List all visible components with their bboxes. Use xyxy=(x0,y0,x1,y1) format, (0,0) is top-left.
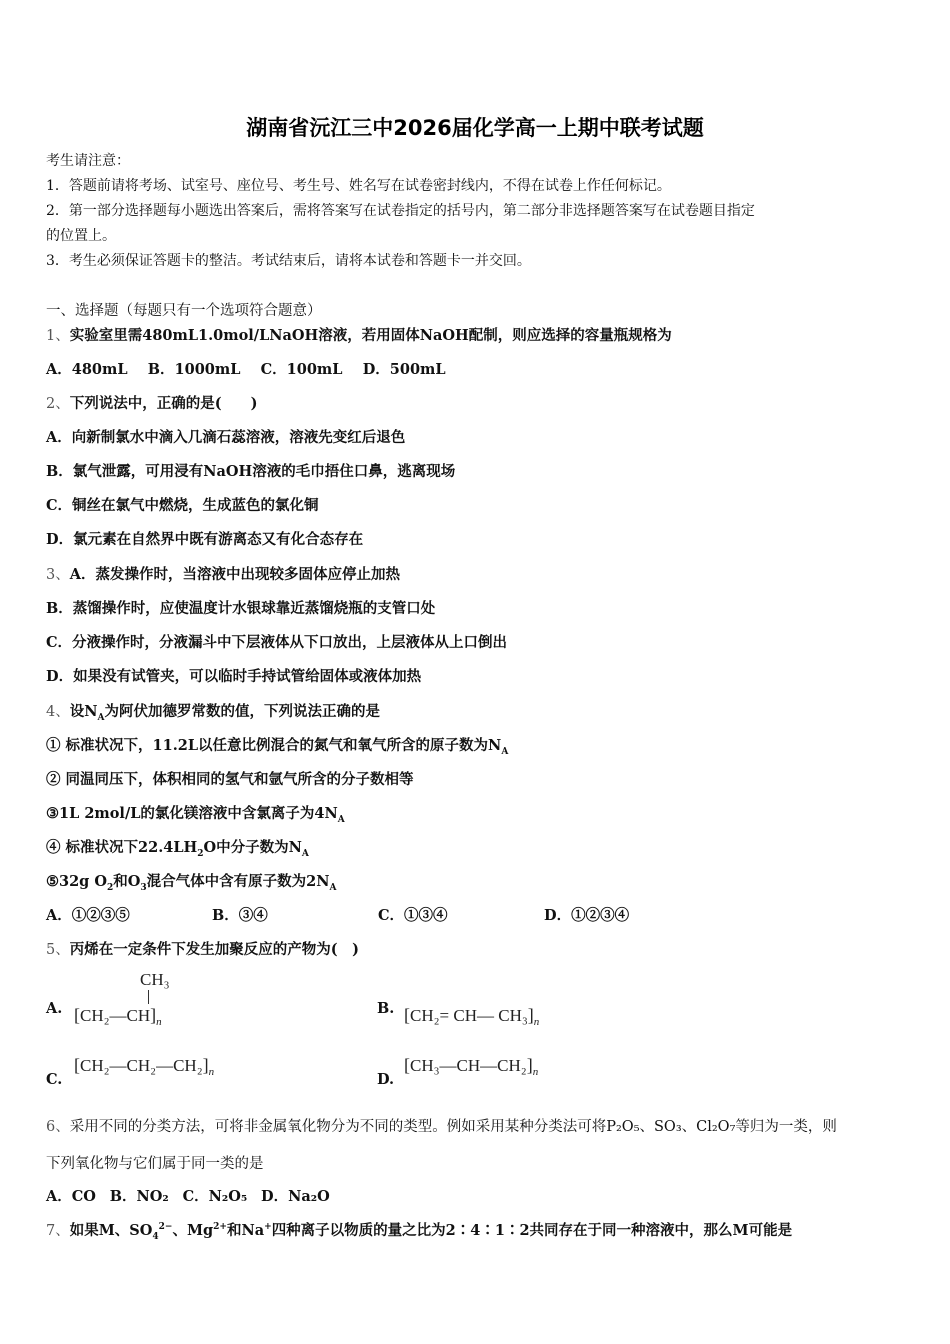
option-c: C．100mL xyxy=(260,361,343,378)
statement-5 xyxy=(46,872,337,892)
stem-text: 设N xyxy=(69,703,98,720)
bracket-left-icon: [ xyxy=(74,1055,80,1075)
bracket-left-icon: [ xyxy=(404,1055,410,1075)
question-number: 5、 xyxy=(46,942,70,958)
question-6-options xyxy=(46,1187,330,1207)
option-b: B．NO₂ xyxy=(109,1188,169,1205)
question-7 xyxy=(46,1221,792,1241)
q3-option-a: A．蒸发操作时，当溶液中出现较多固体应停止加热 xyxy=(69,566,400,583)
formula-text: CH₂—CH xyxy=(80,1006,151,1025)
bond-line xyxy=(148,990,149,1004)
subscript: 2 xyxy=(197,848,204,859)
notice-item-3: 3．考生必须保证答题卡的整洁。考试结束后，请将本试卷和答题卡一并交回。 xyxy=(46,253,531,269)
q5-option-a-label: A. xyxy=(46,1000,63,1017)
q5-option-d-label: D. xyxy=(377,1071,395,1088)
q3-option-c: C．分液操作时，分液漏斗中下层液体从下口放出，上层液体从上口倒出 xyxy=(46,634,508,651)
q5-option-d-formula xyxy=(404,1055,538,1078)
question-stem: 丙烯在一定条件下发生加聚反应的产物为( ) xyxy=(69,941,359,958)
formula-text: CH₂—CH₂—CH₂ xyxy=(80,1056,203,1075)
q2-option-c: C．铜丝在氯气中燃烧，生成蓝色的氯化铜 xyxy=(46,497,319,514)
notice-heading: 考生请注意： xyxy=(46,153,130,169)
subscript: 3 xyxy=(140,882,147,893)
question-number: 7、 xyxy=(46,1223,70,1239)
statement-text: ④ 标准状况下22.4LH xyxy=(46,839,198,856)
superscript: + xyxy=(264,1222,272,1233)
q5-option-b-label: B. xyxy=(377,1000,395,1017)
question-number: 1、 xyxy=(46,328,70,344)
subscript: A xyxy=(501,746,509,757)
stem-text: 如果M、SO xyxy=(69,1222,153,1239)
q5-option-b-formula xyxy=(404,1005,539,1028)
subscript-n: n xyxy=(533,1016,540,1028)
question-number: 6、 xyxy=(46,1119,70,1135)
subscript: 2 xyxy=(107,882,114,893)
bracket-left-icon: [ xyxy=(74,1005,80,1025)
question-stem: 采用不同的分类方法，可将非金属氧化物分为不同的类型。例如采用某种分类法可将P₂O₅、SO₃、Cl₂O₇等归为一类，则 xyxy=(69,1119,837,1135)
bracket-left-icon: [ xyxy=(404,1005,410,1025)
section-heading: 一、选择题（每题只有一个选项符合题意） xyxy=(46,303,322,319)
notice-item-2-cont: 的位置上。 xyxy=(46,228,116,244)
subscript: 4 xyxy=(152,1231,159,1242)
q2-option-d: D．氯元素在自然界中既有游离态又有化合态存在 xyxy=(46,531,364,548)
subscript-n: n xyxy=(208,1066,215,1078)
q2-option-b: B．氯气泄露，可用浸有NaOH溶液的毛巾捂住口鼻，逃离现场 xyxy=(46,463,456,480)
notice-item-1: 1．答题前请将考场、试室号、座位号、考生号、姓名写在试卷密封线内，不得在试卷上作任何标记。 xyxy=(46,178,671,194)
bracket-right-icon: ] xyxy=(202,1055,209,1075)
question-stem: 实验室里需480mL1.0mol/LNaOH溶液，若用固体NaOH配制，则应选择的容量瓶规格为 xyxy=(69,327,672,344)
question-6-cont: 下列氧化物与它们属于同一类的是 xyxy=(46,1156,264,1172)
bracket-right-icon: ] xyxy=(526,1055,533,1075)
question-1 xyxy=(46,326,672,346)
statement-text: ③1L 2mol/L的氯化镁溶液中含氯离子为4N xyxy=(46,805,338,822)
subscript: A xyxy=(301,848,309,859)
notice-item-2: 2．第一部分选择题每小题选出答案后，需将答案写在试卷指定的括号内，第二部分非选择题答案写在试卷题目指定 xyxy=(46,203,755,219)
question-4 xyxy=(46,702,380,722)
statement-text: O中分子数为N xyxy=(203,839,302,856)
option-d: D．Na₂O xyxy=(261,1188,330,1205)
statement-text: 混合气体中含有原子数为2N xyxy=(146,873,330,890)
formula-text: CH₃—CH—CH₂ xyxy=(410,1056,527,1075)
superscript: 2+ xyxy=(213,1222,227,1233)
statement-4 xyxy=(46,838,309,858)
q4-option-c: C．①③④ xyxy=(378,907,448,924)
question-number: 3、 xyxy=(46,567,70,583)
statement-1 xyxy=(46,736,508,756)
q5-option-a-formula xyxy=(74,1005,162,1028)
bracket-right-icon: ] xyxy=(150,1005,157,1025)
subscript: A xyxy=(337,814,345,825)
subscript-n: n xyxy=(532,1066,539,1078)
superscript: 2− xyxy=(158,1222,173,1233)
q4-option-a: A．①②③⑤ xyxy=(46,907,130,924)
question-number: 4、 xyxy=(46,704,70,720)
question-3 xyxy=(46,565,400,585)
q5-option-c-label: C. xyxy=(46,1071,63,1088)
option-a: A．480mL xyxy=(46,361,128,378)
q3-option-b: B．蒸馏操作时，应使温度计水银球靠近蒸馏烧瓶的支管口处 xyxy=(46,600,436,617)
subscript: A xyxy=(329,882,337,893)
statement-3 xyxy=(46,804,345,824)
question-2 xyxy=(46,394,257,414)
statement-2: ② 同温同压下，体积相同的氢气和氩气所含的分子数相等 xyxy=(46,771,414,788)
q4-option-d: D．①②③④ xyxy=(544,907,630,924)
stem-text: 和Na xyxy=(226,1222,265,1239)
option-c: C．N₂O₅ xyxy=(182,1188,248,1205)
question-1-options xyxy=(46,360,446,380)
stem-text: 、Mg xyxy=(172,1222,214,1239)
q5-option-a-branch xyxy=(140,970,170,990)
option-d: D．500mL xyxy=(362,361,446,378)
question-stem: 下列说法中，正确的是( ) xyxy=(69,395,258,412)
formula-text: CH₂= CH— CH₃ xyxy=(410,1006,528,1025)
statement-text: ① 标准状况下，11.2L以任意比例混合的氮气和氧气所含的原子数为N xyxy=(46,737,502,754)
stem-text: 四种离子以物质的量之比为2∶4∶1∶2共同存在于同一种溶液中，那么M可能是 xyxy=(271,1222,793,1239)
option-b: B．1000mL xyxy=(147,361,241,378)
stem-text: 为阿伏加德罗常数的值，下列说法正确的是 xyxy=(104,703,380,720)
bracket-right-icon: ] xyxy=(527,1005,534,1025)
q2-option-a: A．向新制氯水中滴入几滴石蕊溶液，溶液先变红后退色 xyxy=(46,429,406,446)
subscript: A xyxy=(97,712,105,723)
formula-text: CH₃ xyxy=(140,970,170,989)
q4-option-b: B．③④ xyxy=(212,907,268,924)
statement-text: 和O xyxy=(113,873,141,890)
q3-option-d: D．如果没有试管夹，可以临时手持试管给固体或液体加热 xyxy=(46,668,422,685)
exam-title: 湖南省沅江三中2026届化学高一上期中联考试题 xyxy=(246,116,704,140)
subscript-n: n xyxy=(156,1016,162,1028)
question-6 xyxy=(46,1117,837,1137)
q5-option-c-formula xyxy=(74,1055,214,1078)
question-5 xyxy=(46,940,359,960)
question-number: 2、 xyxy=(46,396,70,412)
statement-text: ⑤32g O xyxy=(46,873,107,890)
option-a: A．CO xyxy=(46,1188,96,1205)
